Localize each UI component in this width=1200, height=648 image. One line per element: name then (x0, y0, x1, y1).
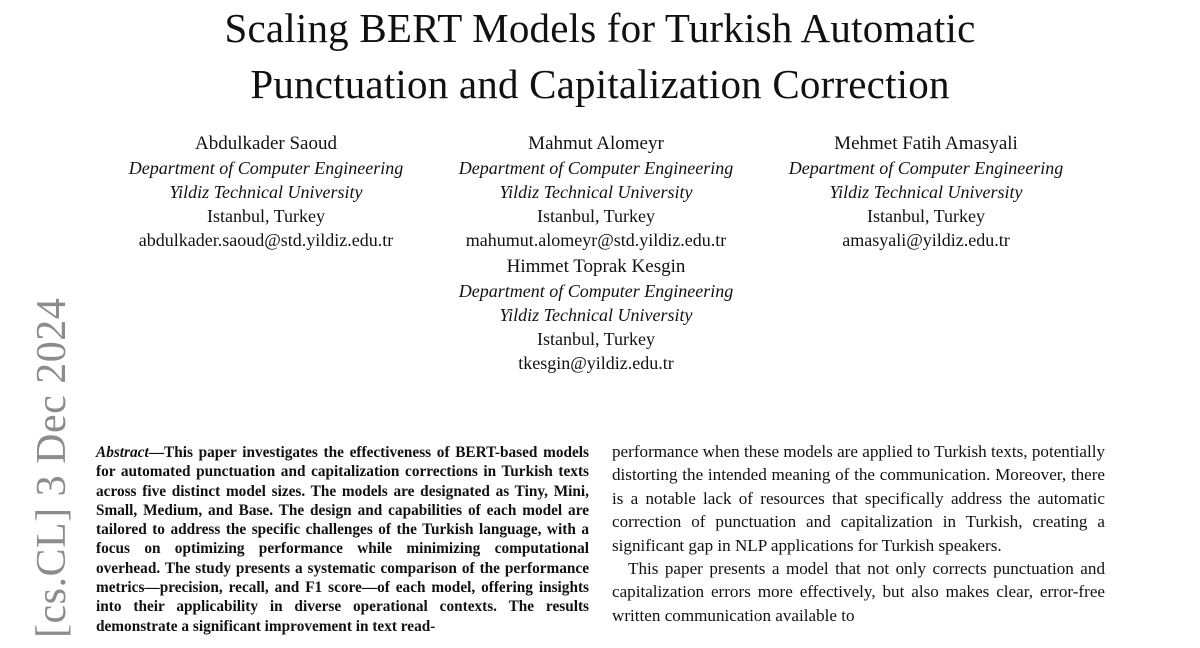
paper-title-line-1: Scaling BERT Models for Turkish Automatic (224, 5, 976, 51)
author-email[interactable]: mahumut.alomeyr@std.yildiz.edu.tr (465, 230, 727, 250)
author-block-3 (761, 132, 1091, 252)
author-department: Department of Computer Engineering (458, 281, 734, 301)
author-block-2 (431, 132, 761, 252)
author-university: Yildiz Technical University (499, 305, 693, 325)
body-column-right (612, 440, 1105, 627)
author-location: Istanbul, Turkey (536, 329, 655, 349)
author-name: Mahmut Alomeyr (528, 133, 664, 154)
author-email[interactable]: abdulkader.saoud@std.yildiz.edu.tr (138, 230, 394, 250)
author-name: Mehmet Fatih Amasyali (834, 133, 1018, 154)
body-paragraph-2: This paper presents a model that not only corrects punctuation and capitalization errors more effectively, but also makes clear, error-free written communication available to (612, 559, 1105, 625)
author-university: Yildiz Technical University (829, 182, 1023, 202)
abstract (96, 443, 589, 636)
author-university: Yildiz Technical University (499, 182, 693, 202)
author-email[interactable]: tkesgin@yildiz.edu.tr (518, 353, 674, 373)
author-name: Abdulkader Saoud (195, 133, 337, 154)
paper-title (0, 0, 1200, 112)
author-location: Istanbul, Turkey (866, 206, 985, 226)
author-department: Department of Computer Engineering (788, 158, 1064, 178)
author-location: Istanbul, Turkey (206, 206, 325, 226)
author-email[interactable]: amasyali@yildiz.edu.tr (842, 230, 1010, 250)
abstract-text: —This paper investigates the effectiveness of BERT-based models for automated punctuation and capitalization corrections in Turkish texts across five distinct model sizes. The models are designated as Tiny, Mini, Small, Medium, and Base. The design and capabilities of each model are tailored to address the specific challenges of the Turkish language, with a focus on optimizing performance while minimizing computational overhead. The study presents a systematic comparison of the performance metrics—precision, recall, and F1 score—of each model, offering insights into their applicability in diverse operational contexts. The results demonstrate a significant improvement in text read- (96, 444, 589, 635)
author-name: Himmet Toprak Kesgin (506, 256, 686, 277)
author-block-4 (431, 255, 761, 375)
author-department: Department of Computer Engineering (458, 158, 734, 178)
abstract-label: Abstract (96, 444, 149, 461)
author-department: Department of Computer Engineering (128, 158, 404, 178)
paper-title-line-2: Punctuation and Capitalization Correction (250, 61, 950, 107)
arxiv-side-stamp: [cs.CL] 3 Dec 2024 (29, 297, 75, 638)
author-location: Istanbul, Turkey (536, 206, 655, 226)
author-block-1 (101, 132, 431, 252)
body-paragraph-1: performance when these models are applied to Turkish texts, potentially distorting the intended meaning of the communication. Moreover, there is a notable lack of resources that specifically address the automatic correction of punctuation and capitalization in Turkish, creating a significant gap in NLP applications for Turkish speakers. (612, 442, 1105, 555)
author-university: Yildiz Technical University (169, 182, 363, 202)
